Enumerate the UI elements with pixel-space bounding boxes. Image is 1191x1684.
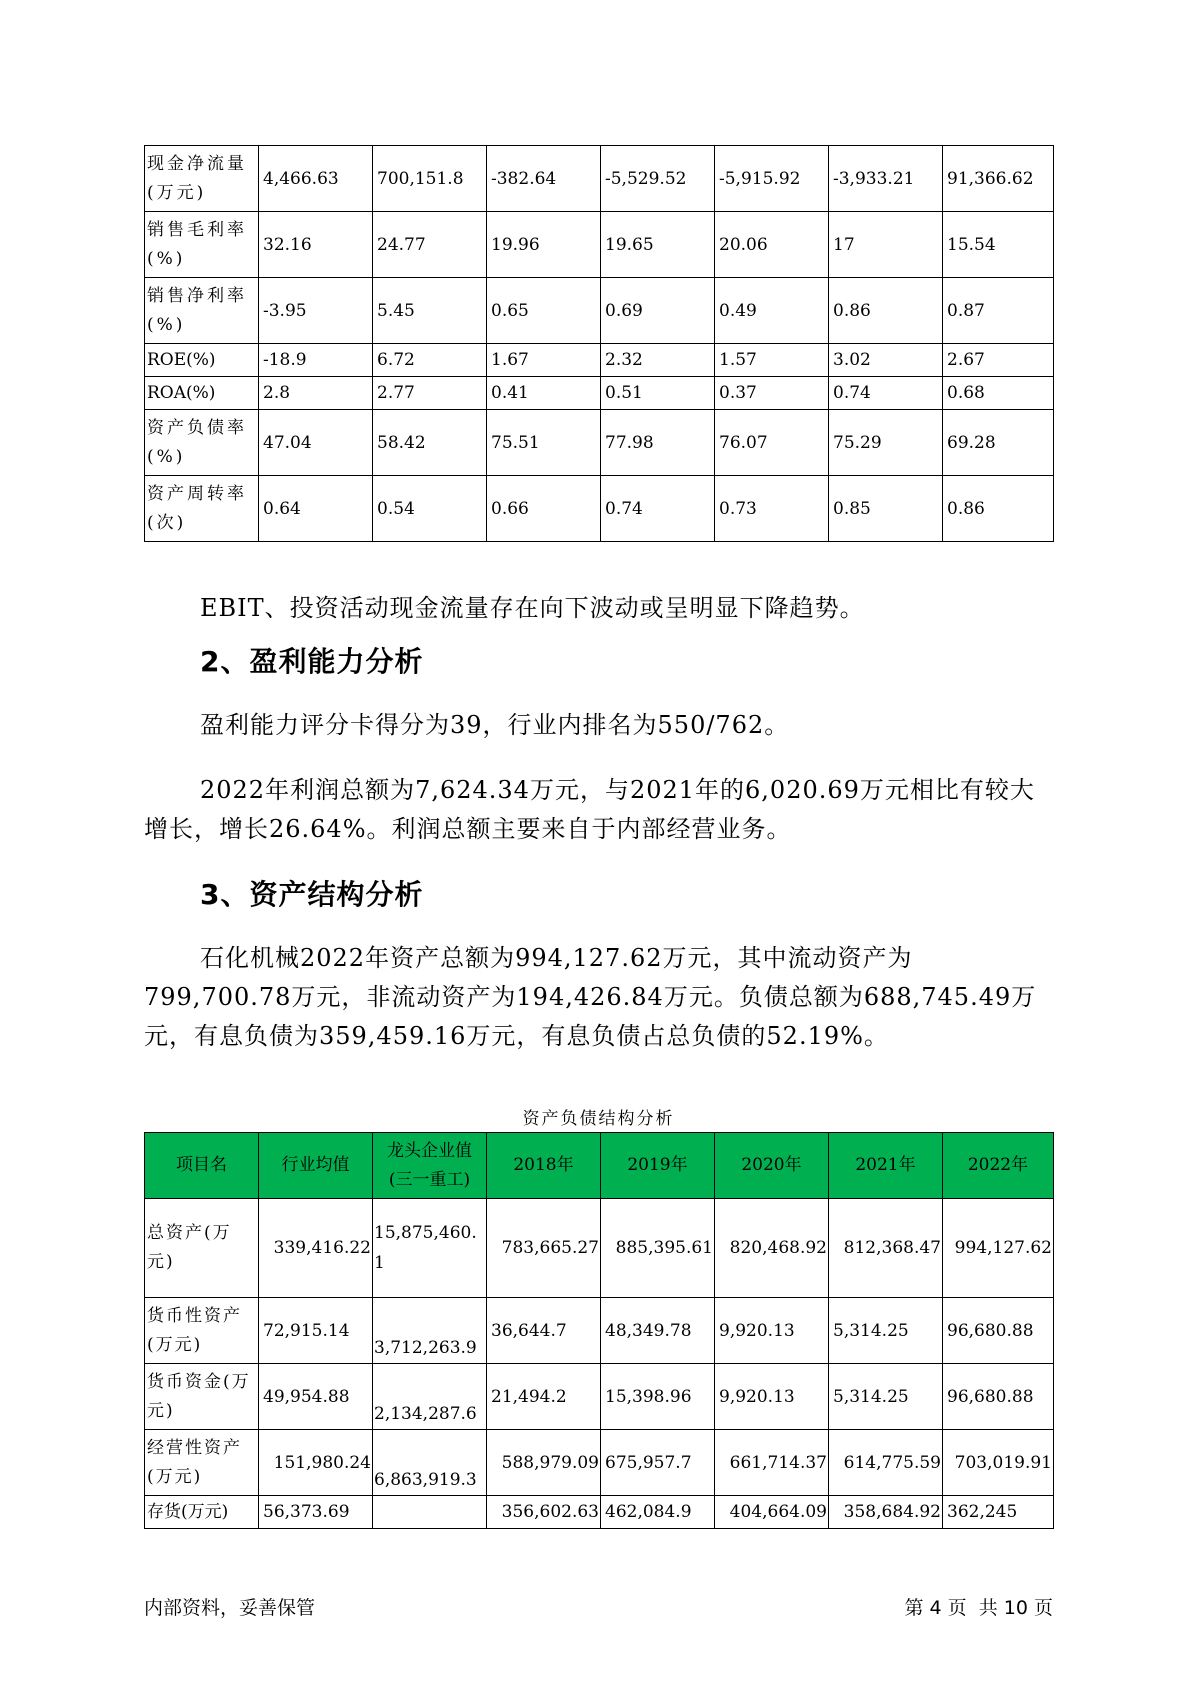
table-cell: 49,954.88 xyxy=(259,1364,373,1430)
table-cell: -5,529.52 xyxy=(601,146,715,212)
table-cell: 2.77 xyxy=(373,377,487,410)
footer-confidential-note: 内部资料，妥善保管 xyxy=(144,1597,316,1619)
table-caption: 资产负债结构分析 xyxy=(522,1109,675,1129)
row-label: 存货(万元) xyxy=(145,1496,259,1529)
table-cell: 5,314.25 xyxy=(829,1298,943,1364)
table-cell: 661,714.37 xyxy=(715,1430,829,1496)
row-label: 销售净利率(%) xyxy=(145,278,259,344)
table-cell: 15,875,460.1 xyxy=(373,1199,487,1298)
column-header: 2018年 xyxy=(487,1133,601,1199)
table-cell: 17 xyxy=(829,212,943,278)
table-cell: 9,920.13 xyxy=(715,1364,829,1430)
table-cell: 820,468.92 xyxy=(715,1199,829,1298)
table-cell: 0.86 xyxy=(829,278,943,344)
table-cell: 994,127.62 xyxy=(943,1199,1054,1298)
column-header: 2019年 xyxy=(601,1133,715,1199)
table-cell: 0.41 xyxy=(487,377,601,410)
table-row xyxy=(145,1298,1054,1364)
row-label: 资产负债率(%) xyxy=(145,410,259,476)
table-cell: 91,366.62 xyxy=(943,146,1054,212)
table-row xyxy=(145,146,1054,212)
table-cell: 0.54 xyxy=(373,476,487,542)
table-cell: 0.51 xyxy=(601,377,715,410)
table-cell: 96,680.88 xyxy=(943,1298,1054,1364)
table-cell: -382.64 xyxy=(487,146,601,212)
table-row xyxy=(145,278,1054,344)
row-label: 资产周转率(次) xyxy=(145,476,259,542)
table-cell: 24.77 xyxy=(373,212,487,278)
financial-ratios-table xyxy=(144,145,1054,542)
column-header: 龙头企业值(三一重工) xyxy=(373,1133,487,1199)
column-header: 行业均值 xyxy=(259,1133,373,1199)
row-label: 货币性资产(万元) xyxy=(145,1298,259,1364)
table-cell: 69.28 xyxy=(943,410,1054,476)
row-label: 销售毛利率(%) xyxy=(145,212,259,278)
table-cell: 76.07 xyxy=(715,410,829,476)
table-row xyxy=(145,476,1054,542)
row-label: ROE(%) xyxy=(145,344,259,377)
table-cell: 0.49 xyxy=(715,278,829,344)
table-cell: 356,602.63 xyxy=(487,1496,601,1529)
table-cell: 5.45 xyxy=(373,278,487,344)
table-row xyxy=(145,1199,1054,1298)
table-cell: -5,915.92 xyxy=(715,146,829,212)
table-row xyxy=(145,410,1054,476)
row-label: 货币资金(万元) xyxy=(145,1364,259,1430)
table-cell: 5,314.25 xyxy=(829,1364,943,1430)
table-cell: 404,664.09 xyxy=(715,1496,829,1529)
table-cell: 2.67 xyxy=(943,344,1054,377)
table-cell: 0.73 xyxy=(715,476,829,542)
table-cell: 19.96 xyxy=(487,212,601,278)
table-cell: 675,957.7 xyxy=(601,1430,715,1496)
total-profit-paragraph: 2022年利润总额为7,624.34万元，与2021年的6,020.69万元相比有较大增长，增长26.64%。利润总额主要来自于内部经营业务。 xyxy=(144,776,1035,843)
column-header: 2021年 xyxy=(829,1133,943,1199)
table-cell xyxy=(373,1496,487,1529)
table-cell: 0.74 xyxy=(829,377,943,410)
row-label: 现金净流量(万元) xyxy=(145,146,259,212)
table-cell: 2.32 xyxy=(601,344,715,377)
table-cell: 0.37 xyxy=(715,377,829,410)
table-cell: -18.9 xyxy=(259,344,373,377)
column-header: 项目名 xyxy=(145,1133,259,1199)
table-cell: 6.72 xyxy=(373,344,487,377)
table-cell: 21,494.2 xyxy=(487,1364,601,1430)
table-cell: 700,151.8 xyxy=(373,146,487,212)
row-label: ROA(%) xyxy=(145,377,259,410)
table-cell: 0.86 xyxy=(943,476,1054,542)
table-cell: 19.65 xyxy=(601,212,715,278)
table-cell: 75.51 xyxy=(487,410,601,476)
table-cell: 4,466.63 xyxy=(259,146,373,212)
table-row xyxy=(145,344,1054,377)
table-cell: 0.74 xyxy=(601,476,715,542)
table-cell: 0.69 xyxy=(601,278,715,344)
section-heading-profitability: 2、盈利能力分析 xyxy=(200,645,424,678)
table-cell: 339,416.22 xyxy=(259,1199,373,1298)
table-cell: 15,398.96 xyxy=(601,1364,715,1430)
table-cell: 56,373.69 xyxy=(259,1496,373,1529)
table-cell: 58.42 xyxy=(373,410,487,476)
table-cell: 6,863,919.3 xyxy=(373,1430,487,1496)
column-header: 2022年 xyxy=(943,1133,1054,1199)
table-cell: 47.04 xyxy=(259,410,373,476)
table-cell: -3,933.21 xyxy=(829,146,943,212)
table-row xyxy=(145,212,1054,278)
table-row xyxy=(145,1496,1054,1529)
table-cell: 48,349.78 xyxy=(601,1298,715,1364)
table-cell: 0.87 xyxy=(943,278,1054,344)
row-label: 经营性资产(万元) xyxy=(145,1430,259,1496)
table-cell: 588,979.09 xyxy=(487,1430,601,1496)
column-header: 2020年 xyxy=(715,1133,829,1199)
table-row xyxy=(145,1364,1054,1430)
asset-structure-paragraph: 石化机械2022年资产总额为994,127.62万元，其中流动资产为799,700.78万元，非流动资产为194,426.84万元。负债总额为688,745.49万元，有息负债为359,459.16万元，有息负债占总负债的52.19%。 xyxy=(144,944,1037,1050)
table-cell: 20.06 xyxy=(715,212,829,278)
table-cell: 77.98 xyxy=(601,410,715,476)
row-label: 总资产(万元) xyxy=(145,1199,259,1298)
table-cell: 0.68 xyxy=(943,377,1054,410)
profitability-score-paragraph: 盈利能力评分卡得分为39，行业内排名为550/762。 xyxy=(200,711,790,739)
table-cell: 885,395.61 xyxy=(601,1199,715,1298)
table-cell: 783,665.27 xyxy=(487,1199,601,1298)
table-cell: 72,915.14 xyxy=(259,1298,373,1364)
table-cell: 1.67 xyxy=(487,344,601,377)
table-header-row xyxy=(145,1133,1054,1199)
table-cell: 703,019.91 xyxy=(943,1430,1054,1496)
footer-page-number: 第 4 页 共 10 页 xyxy=(904,1597,1053,1619)
table-cell: 0.66 xyxy=(487,476,601,542)
table-cell: 2.8 xyxy=(259,377,373,410)
table-cell: 75.29 xyxy=(829,410,943,476)
table-cell: 32.16 xyxy=(259,212,373,278)
table-cell: 0.64 xyxy=(259,476,373,542)
table-cell: 362,245 xyxy=(943,1496,1054,1529)
table-cell: 812,368.47 xyxy=(829,1199,943,1298)
asset-liability-table xyxy=(144,1132,1054,1529)
table-cell: 2,134,287.6 xyxy=(373,1364,487,1430)
table-row xyxy=(145,377,1054,410)
table-cell: 614,775.59 xyxy=(829,1430,943,1496)
table-cell: 3,712,263.9 xyxy=(373,1298,487,1364)
table-cell: 9,920.13 xyxy=(715,1298,829,1364)
table-cell: 3.02 xyxy=(829,344,943,377)
trend-paragraph: EBIT、投资活动现金流量存在向下波动或呈明显下降趋势。 xyxy=(200,594,865,622)
table-cell: 462,084.9 xyxy=(601,1496,715,1529)
table-cell: 0.85 xyxy=(829,476,943,542)
table-cell: 358,684.92 xyxy=(829,1496,943,1529)
table-cell: 96,680.88 xyxy=(943,1364,1054,1430)
table-cell: 15.54 xyxy=(943,212,1054,278)
table-cell: 36,644.7 xyxy=(487,1298,601,1364)
table-cell: 0.65 xyxy=(487,278,601,344)
table-cell: 151,980.24 xyxy=(259,1430,373,1496)
table-cell: -3.95 xyxy=(259,278,373,344)
table-row xyxy=(145,1430,1054,1496)
table-cell: 1.57 xyxy=(715,344,829,377)
section-heading-asset-structure: 3、资产结构分析 xyxy=(200,878,424,911)
